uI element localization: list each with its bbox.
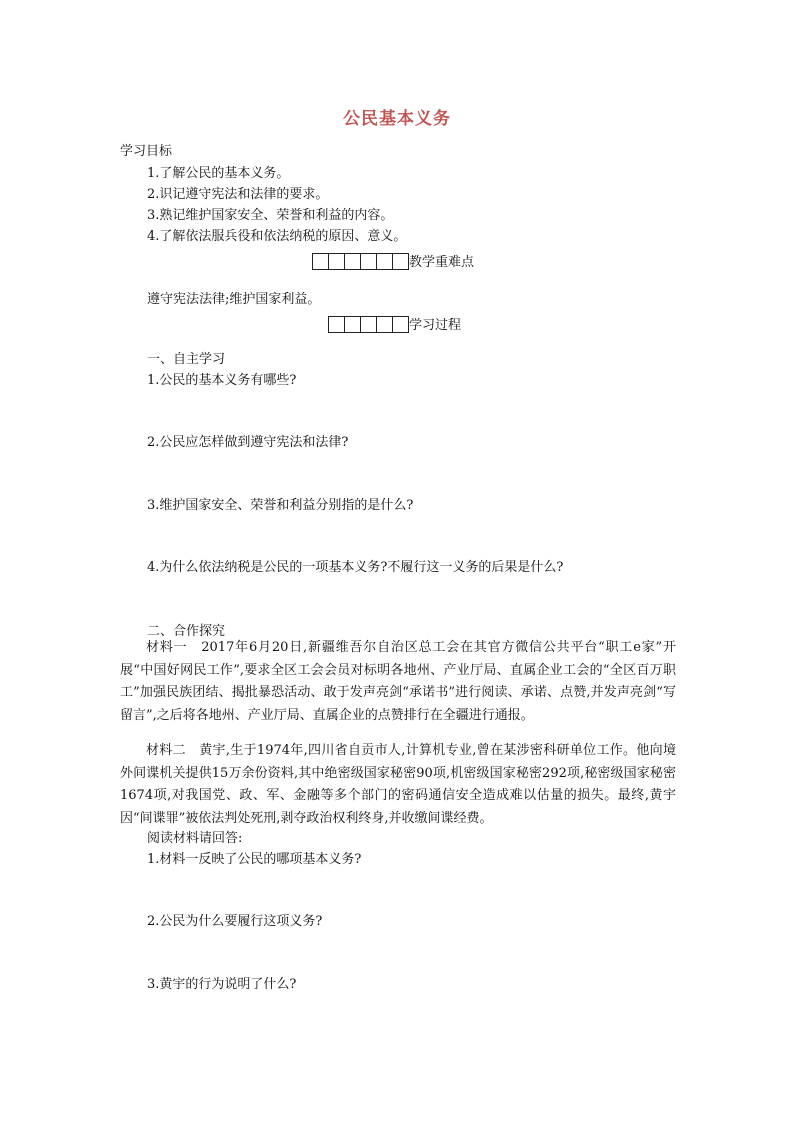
box (344, 316, 361, 333)
process-heading (328, 314, 461, 333)
key-points-content: 遵守宪法法律;维护国家利益。 (147, 292, 321, 307)
question: 1.公民的基本义务有哪些? (147, 373, 297, 388)
question: 2.公民为什么要履行这项义务? (147, 914, 323, 929)
part1-heading: 一、自主学习 (147, 352, 226, 367)
page-title: 公民基本义务 (343, 109, 451, 129)
key-points-heading (312, 251, 474, 270)
goals-heading: 学习目标 (120, 144, 173, 159)
question: 1.材料一反映了公民的哪项基本义务? (147, 852, 362, 867)
box (376, 253, 393, 270)
goal-item: 1.了解公民的基本义务。 (147, 166, 290, 181)
heading-boxes (328, 316, 408, 333)
read-prompt: 阅读材料请回答: (147, 831, 243, 846)
question: 3.黄宇的行为说明了什么? (147, 977, 297, 992)
box (392, 253, 409, 270)
goal-item: 4.了解依法服兵役和依法纳税的原因、意义。 (147, 229, 407, 244)
box (328, 316, 345, 333)
box (376, 316, 393, 333)
box (344, 253, 361, 270)
process-label: 学习过程 (409, 318, 462, 333)
question: 4.为什么依法纳税是公民的一项基本义务?不履行这一义务的后果是什么? (147, 560, 564, 575)
box (392, 316, 409, 333)
question: 2.公民应怎样做到遵守宪法和法律? (147, 435, 349, 450)
box (328, 253, 345, 270)
goal-item: 3.熟记维护国家安全、荣誉和利益的内容。 (147, 208, 394, 223)
goal-item: 2.识记遵守宪法和法律的要求。 (147, 187, 329, 202)
box (312, 253, 329, 270)
part2-heading: 二、合作探究 (147, 624, 226, 639)
material-one: 材料一 2017年6月20日,新疆维吾尔自治区总工会在其官方微信公共平台“职工e家”开展“中国好网民工作”,要求全区工会会员对标明各地州、产业厅局、直属企业工会的“全区百万职工”加强民族团结、揭批暴恐活动、敢于发声亮剑“承诺书”进行阅读、承诺、点赞,并发声亮剑“写留言”,之后将各地州、产业厅局、直属企业的点赞排行在全疆进行通报。 (120, 640, 676, 723)
key-points-label: 教学重难点 (409, 255, 475, 270)
box (360, 253, 377, 270)
material-two: 材料二 黄宇,生于1974年,四川省自贡市人,计算机专业,曾在某涉密科研单位工作。他向境外间谍机关提供15万余份资料,其中绝密级国家秘密90项,机密级国家秘密292项,秘密级国家秘密1674项,对我国党、政、军、金融等多个部门的密码通信安全造成难以估量的损失。最终,黄宇因“间谍罪”被依法判处死刑,剥夺政治权利终身,并收缴间谍经费。 (120, 743, 676, 826)
question: 3.维护国家安全、荣誉和利益分别指的是什么? (147, 498, 414, 513)
heading-boxes (312, 253, 408, 270)
box (360, 316, 377, 333)
